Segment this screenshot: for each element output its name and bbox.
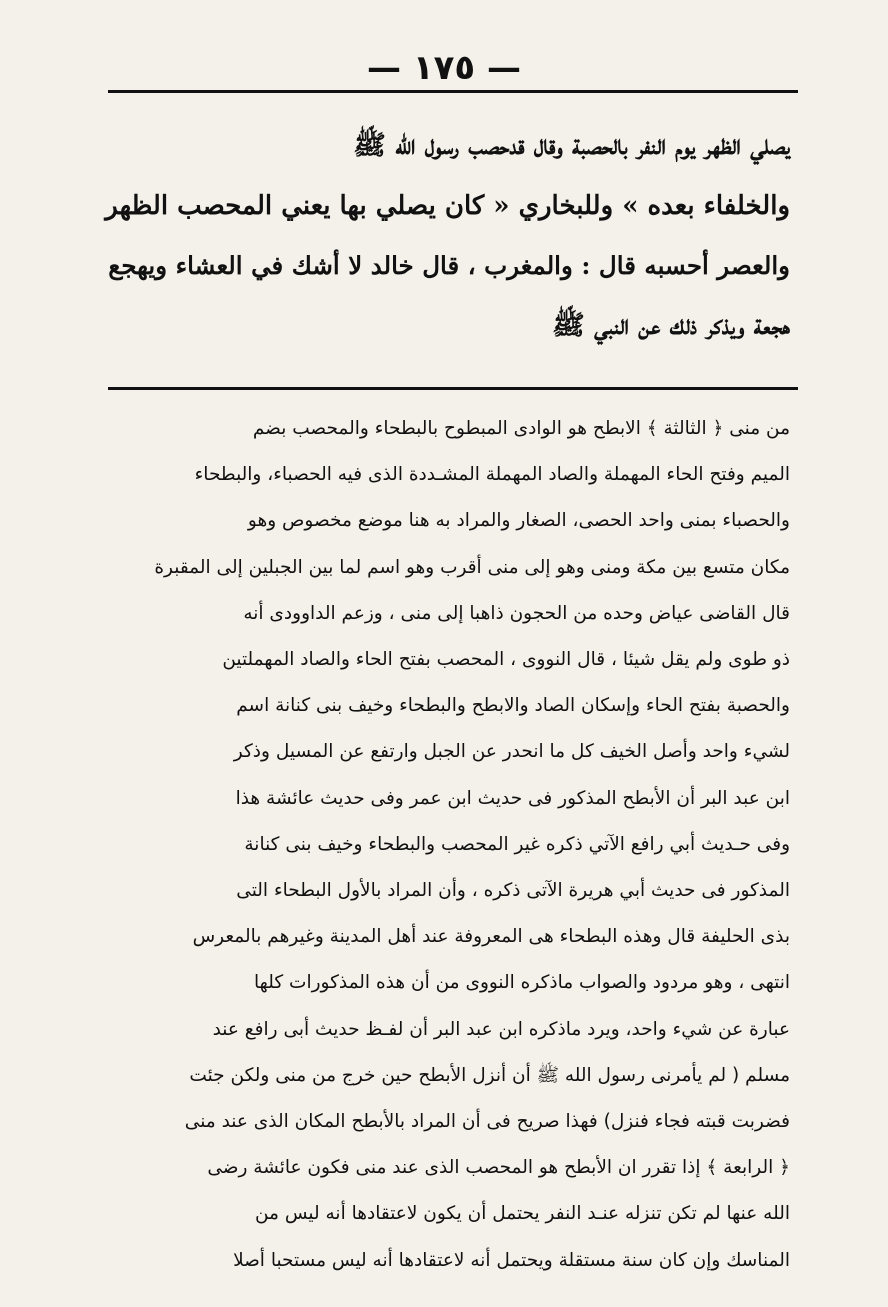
commentary-line: بذى الحليفة قال وهذه البطحاء هى المعروفة عند أهل المدينة وغيرهم بالمعرس (192, 926, 790, 948)
commentary-line: ذو طوى ولم يقل شيئا ، قال النووى ، المحصب بفتح الحاء والصاد المهملتين (222, 649, 790, 670)
commentary-line: ﴿ الرابعة ﴾ إذا تقرر ان الأبطح هو المحصب الذى عند منى فكون عائشة رضى (207, 1157, 790, 1179)
commentary-line: فضربت قبته فجاء فنزل) فهذا صريح فى أن المراد بالأبطح المكان الذى عند منى (184, 1111, 790, 1132)
commentary-line: قال القاضى عياض وحده من الحجون ذاهبا إلى منى ، وزعم الداوودى أنه (243, 602, 790, 624)
commentary-line: مسلم ( لم يأمرنى رسول الله ﷺ أن أنزل الأبطح حين خرج من منى ولكن جئت (189, 1064, 790, 1086)
commentary-line: عبارة عن شيء واحد، ويرد ماذكره ابن عبد البر أن لفـظ حديث أبى رافع عند (212, 1018, 790, 1040)
commentary-line: والحصبة بفتح الحاء وإسكان الصاد والابطح والبطحاء وخيف بنى كنانة اسم (236, 695, 790, 717)
commentary-line: وفى حـديث أبي رافع الآتي ذكره غير المحصب والبطحاء وخيف بنى كنانة (244, 833, 790, 855)
hadith-text (100, 116, 790, 366)
hadith-line: والعصر أحسبه قال : والمغرب ، قال خالد لا أشك في العشاء ويهجع (108, 251, 790, 280)
commentary-line: ابن عبد البر أن الأبطح المذكور فى حديث ابن عمر وفى حديث عائشة هذا (235, 787, 790, 809)
hadith-line: والخلفاء بعده » وللبخاري « كان يصلي بها يعني المحصب الظهر (105, 191, 790, 221)
commentary-line: المناسك وإن كان سنة مستقلة ويحتمل أنه لاعتقادها أنه ليس مستحبا أصلا (233, 1249, 790, 1271)
commentary-line: انتهى ، وهو مردود والصواب ماذكره النووى من أن هذه المذكورات كلها (254, 972, 790, 994)
commentary-line: الله عنها لم تكن تنزله عنـد النفر يحتمل أن يكون لاعتقادها أنه ليس من (254, 1203, 790, 1225)
section-divider (108, 387, 798, 390)
commentary-line: مكان متسع بين مكة ومنى وهو إلى منى أقرب وهو اسم لما بين الجبلين إلى المقبرة (154, 556, 790, 578)
commentary-text (100, 408, 790, 1288)
commentary-line: والحصباء بمنى واحد الحصى، الصغار والمراد به هنا موضع مخصوص وهو (247, 510, 790, 532)
commentary-line: الميم وفتح الحاء المهملة والصاد المهملة المشـددة الذى فيه الحصباء، والبطحاء (194, 464, 790, 486)
page-number: — ١٧٥ — (367, 48, 521, 88)
commentary-line: من منى ﴿ الثالثة ﴾ الابطح هو الوادى المبطوح بالبطحاء والمحصب بضم (252, 418, 790, 439)
hadith-line: يصلي الظهر يوم النفر بالحصبة وقال قدحصب رسول الله ﷺ (353, 130, 790, 161)
hadith-line: هجعة ويذكر ذلك عن النبي ﷺ (552, 310, 790, 341)
header-rule (108, 90, 798, 93)
commentary-line: لشيء واحد وأصل الخيف كل ما انحدر عن الجبل وارتفع عن المسيل وذكر (233, 741, 790, 763)
commentary-line: المذكور فى حديث أبي هريرة الآتى ذكره ، وأن المراد بالأول البطحاء التى (236, 880, 790, 901)
